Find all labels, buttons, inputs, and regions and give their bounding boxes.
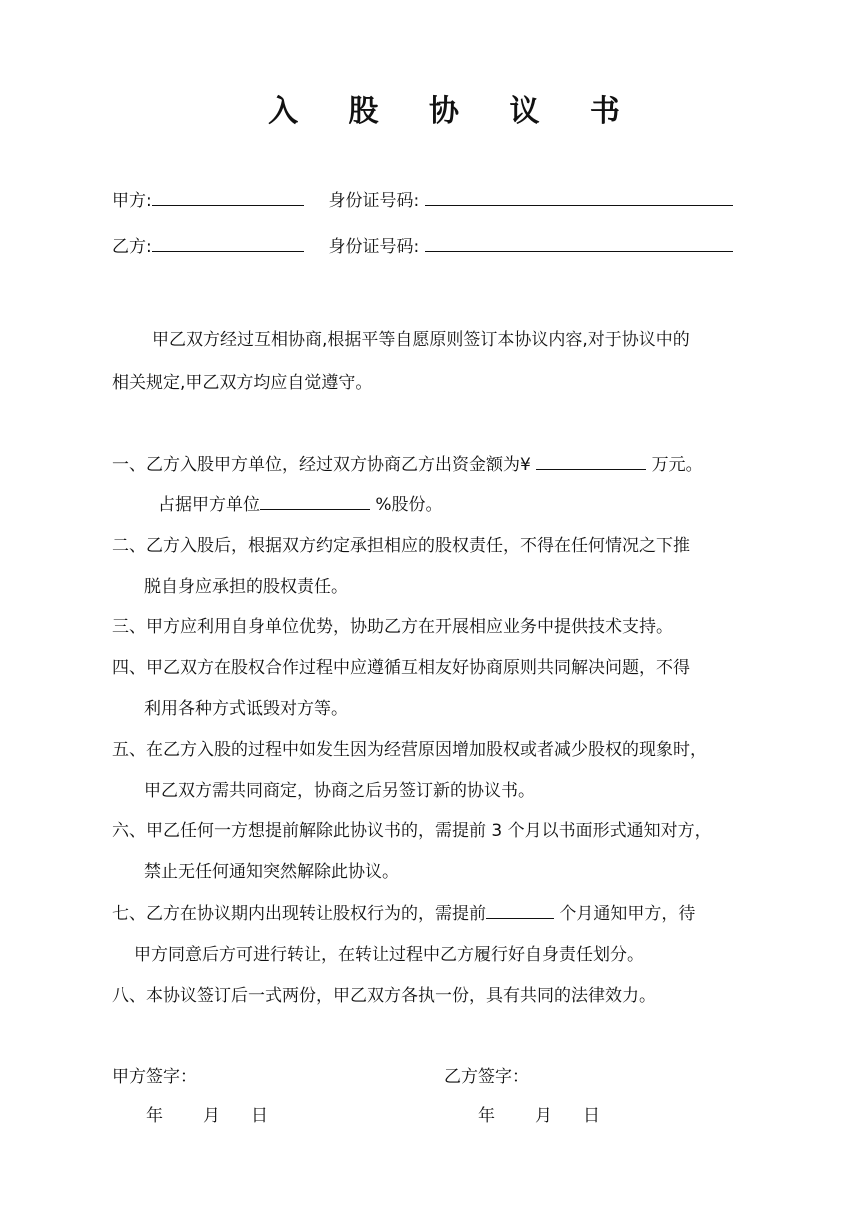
clause-4-line-2: 利用各种方式诋毁对方等。	[144, 699, 348, 719]
clause-1-unit: 万元。	[651, 455, 703, 475]
party-b-signature-label: 乙方签字：	[444, 1067, 529, 1087]
clause-2-line-1: 二、乙方入股后，根据双方约定承担相应的股权责任，不得在任何情况之下推	[112, 536, 690, 556]
party-b-id-label: 身份证号码:	[328, 237, 420, 257]
share-percent-field[interactable]	[260, 491, 370, 510]
clause-2-line-2: 脱自身应承担的股权责任。	[144, 577, 348, 597]
intro-line-2: 相关规定,甲乙双方均应自觉遵守。	[112, 373, 373, 393]
party-b-row	[112, 232, 733, 257]
clause-5-line-1: 五、在乙方入股的过程中如发生因为经营原因增加股权或者减少股权的现象时，	[112, 740, 707, 760]
party-b-date-day: 日	[583, 1106, 600, 1126]
clause-4-line-1: 四、甲乙双方在股权合作过程中应遵循互相友好协商原则共同解决问题，不得	[112, 658, 690, 678]
party-a-signature-label: 甲方签字：	[112, 1067, 197, 1087]
clause-1b-text: 占据甲方单位	[158, 495, 260, 515]
clause-7-tail: 个月通知甲方，待	[559, 904, 696, 924]
clause-1-line-2	[158, 490, 443, 515]
intro-line-1: 甲乙双方经过互相协商,根据平等自愿原则签订本协议内容,对于协议中的	[152, 330, 690, 350]
clause-7-line-2: 甲方同意后方可进行转让，在转让过程中乙方履行好自身责任划分。	[134, 945, 644, 965]
notice-months-field[interactable]	[486, 900, 554, 919]
clause-7-text: 七、乙方在协议期内出现转让股权行为的，需提前	[112, 904, 486, 924]
party-b-date-year: 年	[478, 1106, 495, 1126]
party-a-label: 甲方:	[112, 191, 152, 211]
party-b-name-field[interactable]	[152, 233, 304, 252]
clause-6-line-2: 禁止无任何通知突然解除此协议。	[144, 862, 399, 882]
clause-6-line-1: 六、甲乙任何一方想提前解除此协议书的，需提前 3 个月以书面形式通知对方，	[112, 821, 712, 841]
clause-3: 三、甲方应利用自身单位优势，协助乙方在开展相应业务中提供技术支持。	[112, 617, 673, 637]
page-title: 入 股 协 议 书	[268, 94, 640, 129]
party-a-date-year: 年	[146, 1106, 163, 1126]
party-a-row	[112, 186, 733, 211]
clause-8: 八、本协议签订后一式两份，甲乙双方各执一份，具有共同的法律效力。	[112, 986, 656, 1006]
party-b-date-month: 月	[535, 1106, 552, 1126]
party-b-label: 乙方:	[112, 237, 152, 257]
clause-1b-unit: %股份。	[375, 495, 443, 515]
party-a-date-day: 日	[251, 1106, 268, 1126]
party-a-id-field[interactable]	[425, 187, 733, 206]
party-b-id-field[interactable]	[425, 233, 733, 252]
investment-amount-field[interactable]	[536, 451, 646, 470]
party-a-name-field[interactable]	[152, 187, 304, 206]
party-a-date-month: 月	[203, 1106, 220, 1126]
clause-7-line-1	[112, 899, 695, 924]
clause-5-line-2: 甲乙双方需共同商定，协商之后另签订新的协议书。	[144, 781, 535, 801]
clause-1-line-1	[112, 450, 703, 475]
clause-1-text: 一、乙方入股甲方单位，经过双方协商乙方出资金额为¥	[112, 455, 531, 475]
party-a-id-label: 身份证号码:	[328, 191, 420, 211]
